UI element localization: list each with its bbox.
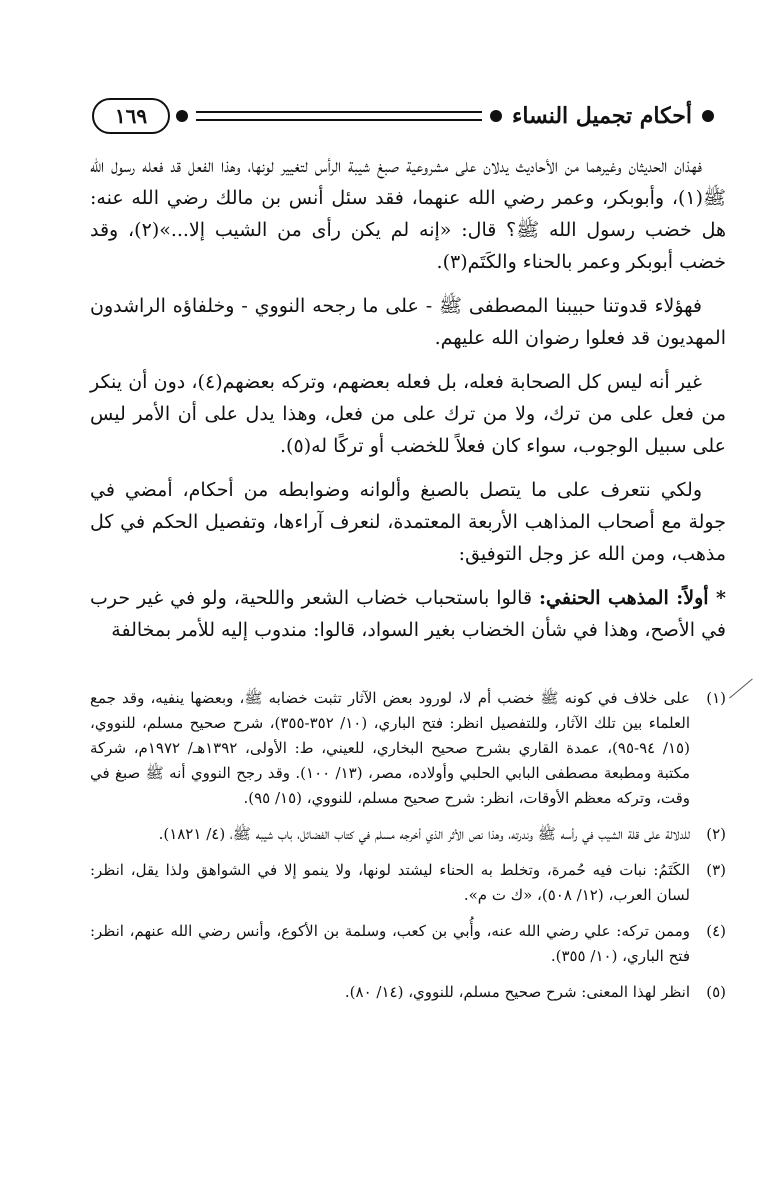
paragraph: فهذان الحديثان وغيرهما من الأحاديث يدلان على مشروعية صبغ شيبة الرأس لتغيير لونها، وهذا الفعل قد فعله رسول الله ﷺ(١)، وأبوبكر، وعمر رضي الله عنهما، فقد سئل أنس بن مالك رضي الله عنه: هل خضب رسول الله ﷺ؟ قال: «إنه لم يكن رأى من الشيب إلا...»(٢)، وقد خضب أبوبكر وعمر بالحناء والكَتَم(٣). (90, 155, 726, 273)
running-header (92, 96, 720, 136)
footnotes (90, 686, 726, 1016)
footnote-text: الكَتَمُ: نبات فيه حُمرة، وتخلط به الحناء ليشتد لونها، ولا ينمو إلا في الشواهق ولذا يقل، انظر: لسان العرب، (١٢/ ٥٠٨)، «ك ت م». (90, 861, 690, 904)
paragraph: غير أنه ليس كل الصحابة فعله، بل فعله بعضهم، وتركه بعضهم(٤)، دون أن ينكر من فعل على من ترك، ولا من ترك على من فعل، وهذا يدل على أن الأمر ليس على سبيل الوجوب، سواء كان فعلاً للخضب أو تركًا له(٥). (90, 371, 726, 457)
header-rule (196, 111, 482, 121)
footnote-number: (٣) (706, 861, 726, 879)
book-title: أحكام تجميل النساء (512, 103, 692, 129)
section-heading: * أولاً: المذهب الحنفي: (538, 587, 726, 609)
footnote-text: انظر لهذا المعنى: شرح صحيح مسلم، للنووي، (١٤/ ٨٠). (344, 983, 690, 1001)
bullet-dot (176, 110, 188, 122)
main-text (90, 150, 726, 658)
footnote (90, 858, 726, 908)
footnote (90, 980, 726, 1005)
footnote-number: (٤) (706, 922, 726, 940)
page-number: ١٦٩ (92, 98, 170, 134)
paragraph: ولكي نتعرف على ما يتصل بالصبغ وألوانه وضوابطه من أحكام، أمضي في جولة مع أصحاب المذاهب الأربعة المعتمدة، لنعرف آراءها، وتفصيل الحكم في كل مذهب، ومن الله عز وجل التوفيق: (90, 479, 726, 565)
footnote-separator (729, 678, 753, 698)
footnote (90, 919, 726, 969)
footnote (90, 686, 726, 811)
section-text: قالوا باستحباب خضاب الشعر واللحية، ولو في غير حرب في الأصح، وهذا في شأن الخضاب بغير السواد، قالوا: مندوب إليه للأمر بمخالفة (90, 587, 726, 641)
footnote-number: (١) (706, 689, 726, 707)
bullet-dot (702, 110, 714, 122)
footnote-number: (٢) (706, 825, 726, 843)
footnote-text: للدلالة على قلة الشيب في رأسه ﷺ وندرته، وهذا نص الأثر الذي أخرجه مسلم في كتاب الفضائل، باب شيبه ﷺ، (٤/ ١٨٢١). (158, 825, 690, 843)
footnote-text: على خلاف في كونه ﷺ خضب أم لا، لورود بعض الآثار تثبت خضابه ﷺ، وبعضها ينفيه، وقد جمع العلماء بين تلك الآثار، وللتفصيل انظر: فتح الباري، (١٠/ ٣٥٢-٣٥٥)، شرح صحيح مسلم، للنووي، (١٥/ ٩٤-٩٥)، عمدة القاري بشرح صحيح البخاري، للعيني، ط: الأولى، ١٣٩٢هـ/ ١٩٧٢م، شركة مكتبة ومطبعة مصطفى البابي الحلبي وأولاده، مصر، (١٣/ ١٠٠). وقد رجح النووي أنه ﷺ صبغ في وقت، وتركه معظم الأوقات، انظر: شرح صحيح مسلم، للنووي، (١٥/ ٩٥). (90, 689, 691, 807)
bullet-dot (490, 110, 502, 122)
section-paragraph (90, 582, 726, 646)
footnote (90, 822, 726, 847)
footnote-text: وممن تركه: علي رضي الله عنه، وأُبي بن كعب، وسلمة بن الأكوع، وأنس رضي الله عنهم، انظر: فتح الباري، (١٠/ ٣٥٥). (90, 922, 690, 965)
footnote-number: (٥) (706, 983, 726, 1001)
paragraph: فهؤلاء قدوتنا حبيبنا المصطفى ﷺ - على ما رجحه النووي - وخلفاؤه الراشدون المهديون قد فعلوا رضوان الله عليهم. (90, 295, 726, 349)
